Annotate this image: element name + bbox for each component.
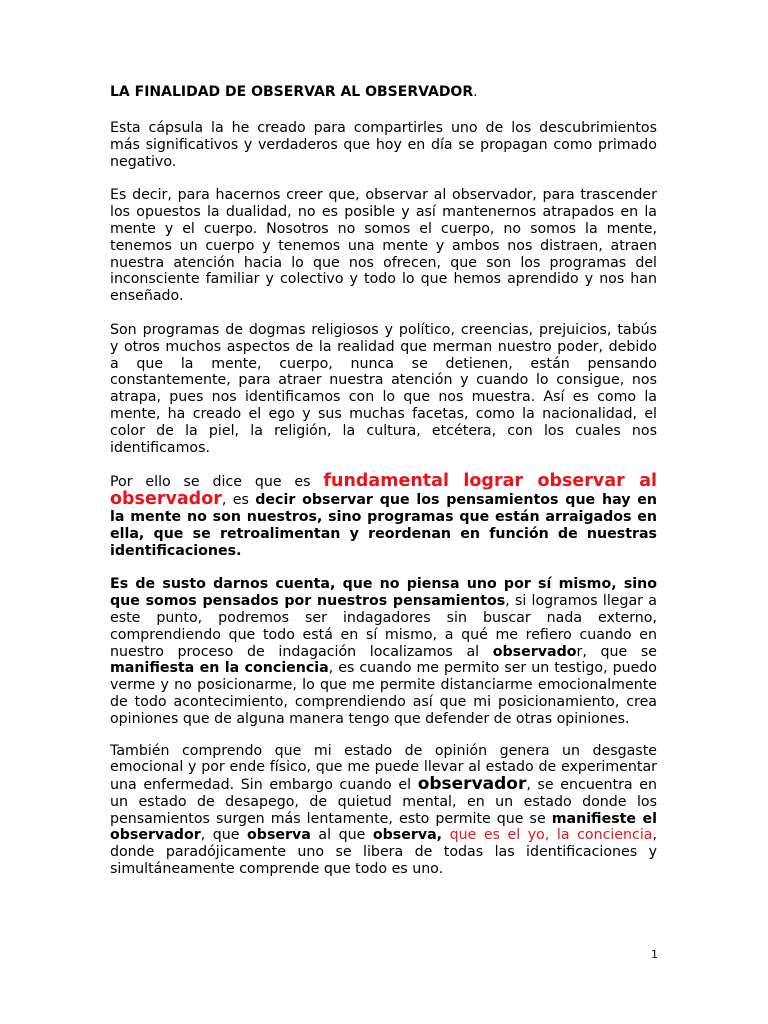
p4-highlight-red: fundamental lograr observar al observador <box>110 471 657 510</box>
p5-bold-lead: Es de susto darnos cuenta, que no piensa uno por sí mismo, sino que somos pensados por nuestros pensamientos <box>110 576 657 610</box>
p6-text-2: , se encuentra en un estado de desapego, de quietud mental, en un estado donde los pensamientos surgen más lentamente, esto permite que se <box>110 777 657 827</box>
document-title <box>110 84 657 101</box>
p5-text: , si logramos llegar a este punto, podremos ser indagadores sin buscar nada externo, comprendiendo que todo está en sí mismo, a qué me refiero cuando en nuestro proceso de indagación localizamos al <box>110 593 657 660</box>
title-text: LA FINALIDAD DE OBSERVAR AL OBSERVADOR <box>110 84 474 100</box>
p6-text-3: , que <box>200 827 248 844</box>
p6-bold-manifieste: manifieste el observador <box>110 810 658 844</box>
paragraph-2: Es decir, para hacernos creer que, observar al observador, para trascender los opuestos la dualidad, no es posible y así mantenernos atrapados en la mente y el cuerpo. Nosotros no somos el cuerpo, no somos la mente, tenemos un cuerpo y tenemos una mente y ambos nos distraen, atraen nuestra atención hacia lo que nos ofrecen, que son los programas del inconsciente familiar y colectivo y todo lo que hemos aprendido y nos han enseñado. <box>110 187 657 305</box>
page-number: 1 <box>651 948 658 961</box>
p6-bold-observador: observador <box>417 774 527 795</box>
p5-text-3: , es cuando me permito ser un testigo, puedo verme y no posicionarme, lo que me permite distanciarme emocionalmente de todo acontecimiento, comprendiendo así que mi posicionamiento, crea opiniones que de alguna manera tengo que defender de otras opiniones. <box>110 660 657 727</box>
p4-connector: , es <box>221 492 256 509</box>
document-body <box>110 84 657 895</box>
paragraph-3: Son programas de dogmas religiosos y político, creencias, prejuicios, tabús y otros muchos aspectos de la realidad que merman nuestro poder, debido a que la mente, cuerpo, nunca se detienen, están pensando constantemente, para atraer nuestra atención y cuando lo consigue, nos atrapa, pues nos identificamos con lo que nos muestra. Así es como la mente, ha creado el ego y sus muchas facetas, como la nacionalidad, el color de la piel, la religión, la cultura, etcétera, con los cuales nos identificamos. <box>110 321 657 456</box>
p6-text: También comprendo que mi estado de opinión genera un desgaste emocional y por ende físico, que me puede llevar al estado de experimentar una enfermedad. Sin embargo cuando el <box>110 742 657 794</box>
p5-bold-observador: observado <box>492 643 577 660</box>
paragraph-1: Esta cápsula la he creado para compartirles uno de los descubrimientos más significativos y verdaderos que hoy en día se propagan como primado negativo. <box>110 120 657 170</box>
p4-bold-text: decir observar que los pensamientos que hay en la mente no son nuestros, sino programas que están arraigados en ella, que se retroalimentan y reordenan en función de nuestras identificaciones. <box>110 492 657 559</box>
p4-intro: Por ello se dice que es <box>110 474 324 491</box>
p6-red-conciencia: que es el yo, la conciencia <box>449 827 653 844</box>
p6-text-4: al que <box>310 827 373 844</box>
paragraph-4 <box>110 473 657 559</box>
p6-bold-observa-2: observa, <box>372 827 443 844</box>
paragraph-6 <box>110 743 657 878</box>
p6-bold-observa: observa <box>247 827 311 844</box>
title-period: . <box>473 84 478 100</box>
p6-text-5: , donde paradójicamente uno se libera de todas las identificaciones y simultáneamente comprende que todo es uno. <box>110 827 657 878</box>
p5-bold-conciencia: manifiesta en la conciencia <box>110 660 329 677</box>
p6-space <box>442 827 450 843</box>
p5-text-2: r, que se <box>576 643 657 660</box>
paragraph-5 <box>110 576 657 727</box>
